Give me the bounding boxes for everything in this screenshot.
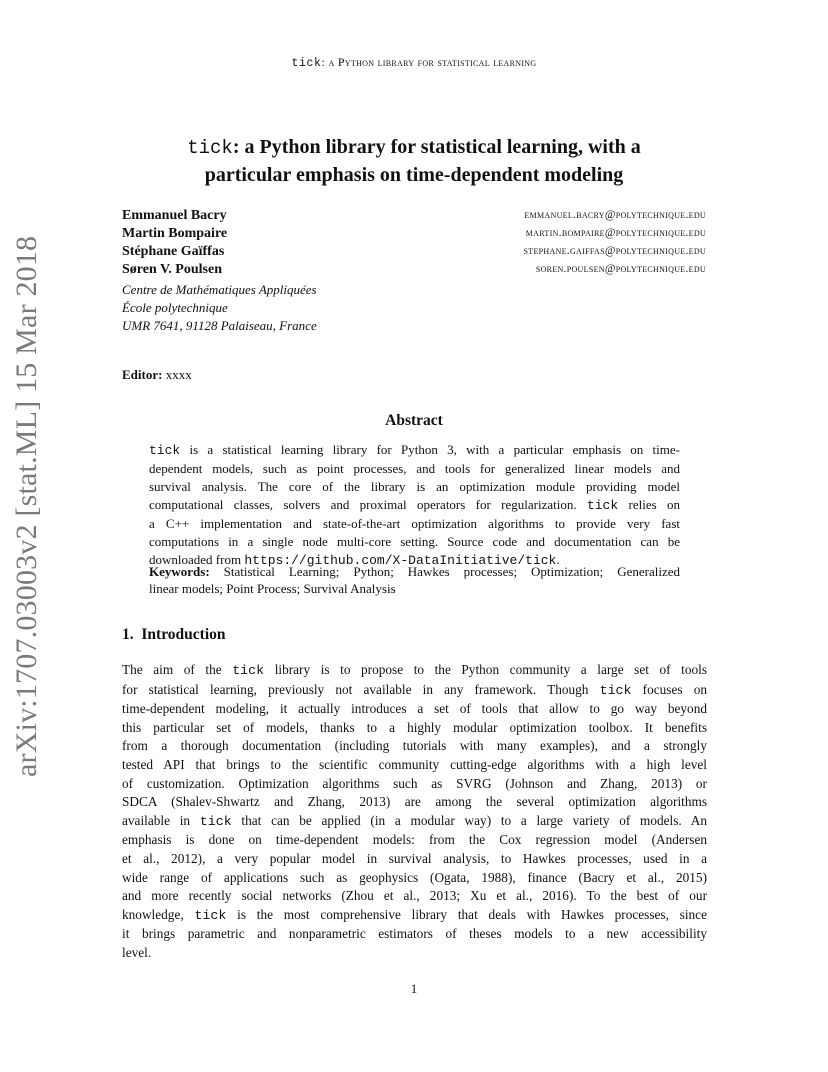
body-line [122, 906, 707, 926]
keywords-text: Statistical Learning; Python; Hawkes processes; Optimization; Generalized [209, 564, 680, 579]
body-line: of customization. Optimization algorithms such as SVRG (Johnson and Zhang, 2013) or [122, 775, 707, 791]
abstract-line: dependent models, such as point processes, and tools for generalized linear models and [149, 461, 680, 476]
body-line: level. [122, 944, 152, 960]
body-line: SDCA (Shalev-Shwartz and Zhang, 2013) are among the several optimization algorithms [122, 794, 707, 810]
body-line: this particular set of models, thanks to a highly modular optimization toolbox. It benefits [122, 719, 707, 735]
abstract-line [149, 441, 680, 460]
introduction-body [122, 661, 707, 963]
body-line: from a thorough documentation (including tutorials with many examples), and a strongly [122, 738, 707, 754]
body-line: wide range of applications such as geophysics (Ogata, 1988), finance (Bacry et al., 2015) [122, 869, 707, 885]
author-name: Emmanuel Bacry [122, 208, 227, 223]
title-code: tick [187, 137, 233, 159]
arxiv-stamp: arXiv:1707.03003v2 [stat.ML] 15 Mar 2018 [10, 235, 43, 777]
editor-line [122, 367, 192, 383]
page-number: 1 [410, 981, 418, 996]
abstract-text: computational classes, solvers and proximal operators for regularization. [149, 497, 577, 512]
keywords [149, 563, 680, 597]
body-line: time-dependent modeling, it actually introduces a set of tools that allow to go way beyond [122, 701, 707, 717]
code-span: tick [586, 498, 619, 513]
keywords-label: Keywords: [149, 564, 210, 579]
body-text: is the most comprehensive library that deals with Hawkes processes, since [226, 906, 707, 922]
affiliation-line: Centre de Mathématiques Appliquées [122, 282, 317, 297]
body-text: focuses on [631, 681, 707, 697]
body-text: library is to propose to the Python community a large set of tools [264, 662, 707, 677]
code-span: tick [232, 663, 265, 678]
body-text: knowledge, [122, 906, 195, 922]
running-head-text: : a Python library for statistical learning [321, 55, 537, 69]
title-line-1: : a Python library for statistical learning, with a [232, 136, 641, 158]
abstract-line: computations in a single node multi-core setting. Source code and documentation can be [149, 534, 680, 549]
body-text: for statistical learning, previously not available in any framework. Though [122, 681, 600, 697]
body-text: that can be applied (in a modular way) to a large variety of models. An [231, 812, 707, 828]
code-span: tick [149, 443, 181, 458]
body-text: available in [122, 812, 200, 828]
author-email[interactable]: emmanuel.bacry@polytechnique.edu [524, 209, 706, 221]
abstract-text: . [556, 552, 560, 567]
author-name: Stéphane Gaïffas [122, 244, 225, 259]
abstract-body [149, 441, 680, 570]
author-email[interactable]: soren.poulsen@polytechnique.edu [535, 263, 706, 275]
affiliation-line: UMR 7641, 91128 Palaiseau, France [122, 318, 317, 333]
code-span: tick [199, 813, 232, 829]
body-line: tested API that brings to the scientific community cutting-edge algorithms with a high level [122, 756, 707, 772]
source-url-link[interactable]: https://github.com/X-DataInitiative/tick [244, 553, 557, 568]
abstract-heading: Abstract [385, 412, 443, 429]
body-line [122, 812, 707, 832]
code-span: tick [599, 682, 632, 698]
abstract-line [149, 496, 680, 515]
abstract-text: relies on [618, 497, 681, 512]
editor-value: xxxx [162, 367, 192, 382]
section-number: 1. [122, 626, 134, 643]
abstract-line: survival analysis. The core of the library is an optimization module providing model [149, 479, 680, 494]
abstract-text: downloaded from [149, 552, 245, 567]
running-head-code: tick [291, 57, 322, 70]
body-line [122, 661, 707, 681]
affiliation-line: École polytechnique [122, 300, 228, 315]
section-title: Introduction [141, 626, 226, 643]
section-heading [122, 626, 226, 644]
keywords-line: linear models; Point Process; Survival Analysis [149, 581, 396, 596]
body-line: it brings parametric and nonparametric estimators of theses models to a new accessibility [122, 926, 707, 942]
author-email[interactable]: stephane.gaiffas@polytechnique.edu [523, 245, 706, 257]
editor-label: Editor: [122, 367, 163, 382]
body-line: emphasis is done on time-dependent models: from the Cox regression model (Andersen [122, 832, 707, 848]
title-line-2: particular emphasis on time-dependent modeling [204, 164, 624, 186]
author-name: Søren V. Poulsen [122, 262, 222, 277]
author-email[interactable]: martin.bompaire@polytechnique.edu [525, 227, 706, 239]
abstract-line: a C++ implementation and state-of-the-art optimization algorithms to provide very fast [149, 516, 680, 531]
body-line [122, 681, 707, 701]
running-head [0, 55, 828, 70]
abstract-text: is a statistical learning library for Python 3, with a particular emphasis on time- [180, 442, 680, 457]
code-span: tick [194, 907, 227, 923]
paper-title [100, 134, 728, 189]
author-name: Martin Bompaire [122, 226, 228, 241]
body-line: and more recently social networks (Zhou et al., 2013; Xu et al., 2016). To the best of our [122, 888, 707, 904]
body-line: et al., 2012), a very popular model in survival analysis, to Hawkes processes, used in a [122, 850, 707, 866]
keywords-line [149, 563, 680, 580]
body-text: The aim of the [122, 662, 233, 677]
